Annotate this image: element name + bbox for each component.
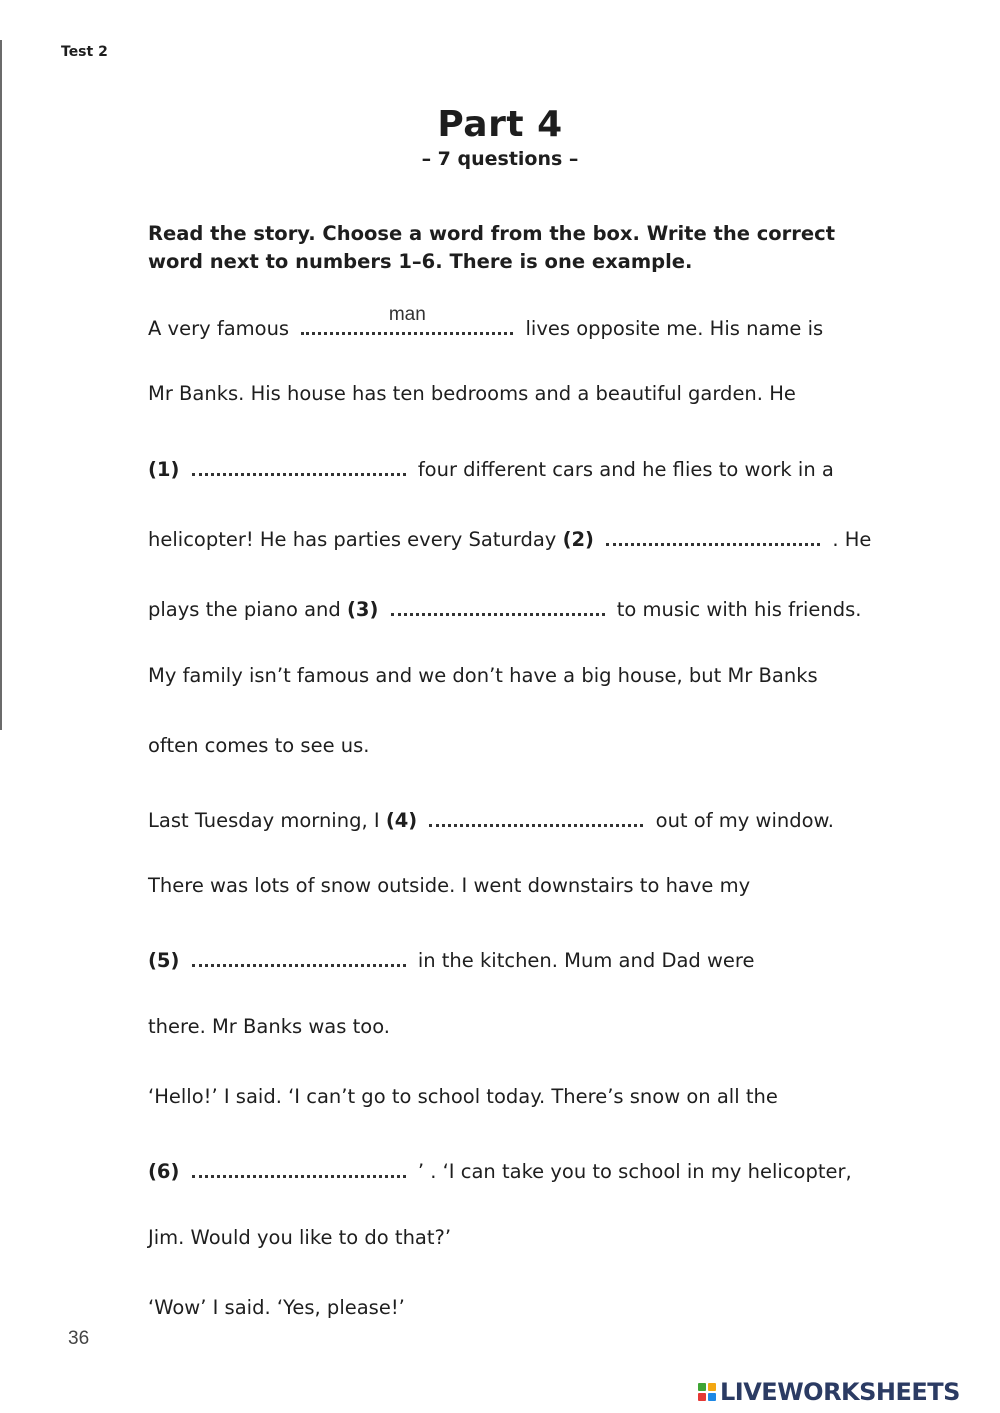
logo-square-blue (708, 1393, 716, 1401)
story-line-3 (148, 453, 834, 481)
story-line-15 (148, 1296, 405, 1319)
story-text: four different cars and he flies to work in a (417, 458, 834, 481)
logo-square-red (698, 1393, 706, 1401)
story-text: A very famous (148, 317, 290, 340)
story-text: plays the piano and (148, 598, 341, 621)
story-text: to music with his friends. (616, 598, 862, 621)
question-number-2: (2) (562, 528, 594, 551)
logo-square-orange (708, 1383, 716, 1391)
story-line-1 (148, 304, 824, 340)
test-label: Test 2 (61, 44, 108, 60)
answer-gap-4[interactable] (429, 804, 643, 827)
liveworksheets-icon (698, 1383, 716, 1401)
answer-gap-1[interactable] (192, 453, 406, 476)
question-number-3: (3) (346, 598, 379, 621)
story-line-5 (148, 593, 862, 621)
answer-gap-6[interactable] (192, 1155, 406, 1178)
story-text: Last Tuesday morning, I (148, 809, 380, 832)
question-number-5: (5) (148, 949, 180, 972)
story-text: Jim. Would you like to do that?’ (148, 1226, 452, 1249)
story-text: lives opposite me. His name is (525, 317, 824, 340)
story-line-4 (148, 523, 871, 551)
story-text: ’ . ‘I can take you to school in my helicopter, (417, 1160, 852, 1183)
story-text: in the kitchen. Mum and Dad were (417, 949, 755, 972)
story-line-6 (148, 664, 818, 687)
story-text: My family isn’t famous and we don’t have a big house, but Mr Banks (148, 664, 818, 687)
story-text: often comes to see us. (148, 734, 370, 757)
question-number-6: (6) (148, 1160, 180, 1183)
story-line-2 (148, 382, 796, 405)
story-text: helicopter! He has parties every Saturday (148, 528, 557, 551)
example-answer: man (388, 304, 426, 325)
logo-square-green (698, 1383, 706, 1391)
question-number-4: (4) (385, 809, 418, 832)
page-number: 36 (68, 1328, 90, 1349)
story-line-13 (148, 1155, 852, 1183)
story-text: ‘Wow’ I said. ‘Yes, please!’ (148, 1296, 405, 1319)
story-line-14 (148, 1226, 451, 1249)
story-text: ‘Hello!’ I said. ‘I can’t go to school today. There’s snow on all the (148, 1085, 778, 1108)
part-subtitle: – 7 questions – (421, 148, 579, 170)
story-line-12 (148, 1085, 778, 1108)
liveworksheets-logo (698, 1378, 960, 1406)
story-text: There was lots of snow outside. I went downstairs to have my (148, 874, 751, 897)
story-line-7 (148, 734, 370, 757)
story-line-8 (148, 804, 834, 832)
story-text: . He (832, 528, 872, 551)
part-title: Part 4 (437, 104, 563, 145)
brand-name: LIVEWORKSHEETS (720, 1378, 960, 1406)
answer-gap-3[interactable] (391, 593, 605, 616)
answer-gap-5[interactable] (192, 944, 406, 967)
story-text: out of my window. (655, 809, 834, 832)
story-line-9 (148, 874, 750, 897)
instructions: Read the story. Choose a word from the box. Write the correct word next to numbers 1–6. There is one example. (148, 222, 836, 273)
story-text: there. Mr Banks was too. (148, 1015, 390, 1038)
answer-gap-2[interactable] (606, 523, 820, 546)
story-line-11 (148, 1015, 390, 1038)
story-text: Mr Banks. His house has ten bedrooms and a beautiful garden. He (148, 382, 796, 405)
story-line-10 (148, 944, 755, 972)
question-number-1: (1) (148, 458, 180, 481)
example-answer-gap (301, 304, 513, 335)
